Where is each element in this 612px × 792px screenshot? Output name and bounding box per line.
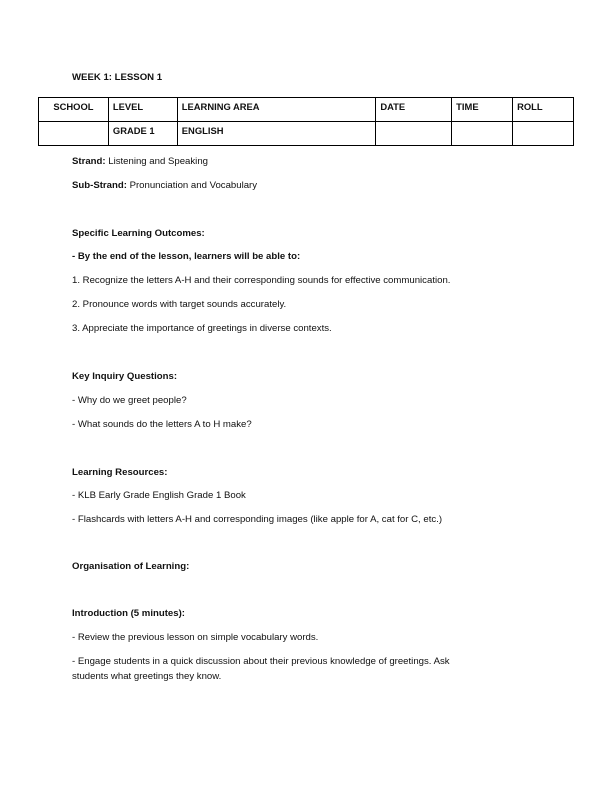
strand-value: Listening and Speaking: [105, 156, 208, 167]
sub-strand-line: [72, 180, 257, 191]
sub-strand-label: Sub-Strand:: [72, 180, 127, 191]
introduction-item: - Review the previous lesson on simple vocabulary words.: [72, 632, 319, 643]
inquiry-title: Key Inquiry Questions:: [72, 371, 178, 382]
outcome-item: 1. Recognize the letters A-H and their corresponding sounds for effective communication.: [72, 275, 451, 286]
lesson-heading: WEEK 1: LESSON 1: [72, 72, 163, 83]
cell-level: GRADE 1: [108, 122, 177, 146]
header-date: DATE: [376, 98, 452, 122]
cell-school: [39, 122, 109, 146]
resource-item: - Flashcards with letters A-H and corresponding images (like apple for A, cat for C, etc.): [72, 514, 443, 525]
cell-time: [452, 122, 513, 146]
table-row: [39, 122, 574, 146]
header-roll: ROLL: [513, 98, 574, 122]
outcomes-intro: - By the end of the lesson, learners will be able to:: [72, 251, 301, 262]
table-header-row: [39, 98, 574, 122]
cell-date: [376, 122, 452, 146]
inquiry-item: - Why do we greet people?: [72, 395, 187, 406]
strand-line: [72, 156, 208, 167]
resource-item: - KLB Early Grade English Grade 1 Book: [72, 490, 246, 501]
strand-label: Strand:: [72, 156, 106, 167]
outcome-item: 2. Pronounce words with target sounds accurately.: [72, 299, 287, 310]
lesson-info-table: [38, 97, 574, 146]
introduction-title: Introduction (5 minutes):: [72, 608, 185, 619]
outcome-item: 3. Appreciate the importance of greetings in diverse contexts.: [72, 323, 332, 334]
header-time: TIME: [452, 98, 513, 122]
header-school: SCHOOL: [39, 98, 109, 122]
introduction-item-continued: students what greetings they know.: [72, 671, 222, 682]
sub-strand-value: Pronunciation and Vocabulary: [126, 180, 258, 191]
cell-roll: [513, 122, 574, 146]
cell-learning-area: ENGLISH: [177, 122, 376, 146]
outcomes-title: Specific Learning Outcomes:: [72, 228, 205, 239]
introduction-item: - Engage students in a quick discussion about their previous knowledge of greetings. Ask: [72, 656, 450, 667]
organisation-title: Organisation of Learning:: [72, 561, 190, 572]
inquiry-item: - What sounds do the letters A to H make?: [72, 419, 252, 430]
header-learning-area: LEARNING AREA: [177, 98, 376, 122]
resources-title: Learning Resources:: [72, 467, 168, 478]
header-level: LEVEL: [108, 98, 177, 122]
